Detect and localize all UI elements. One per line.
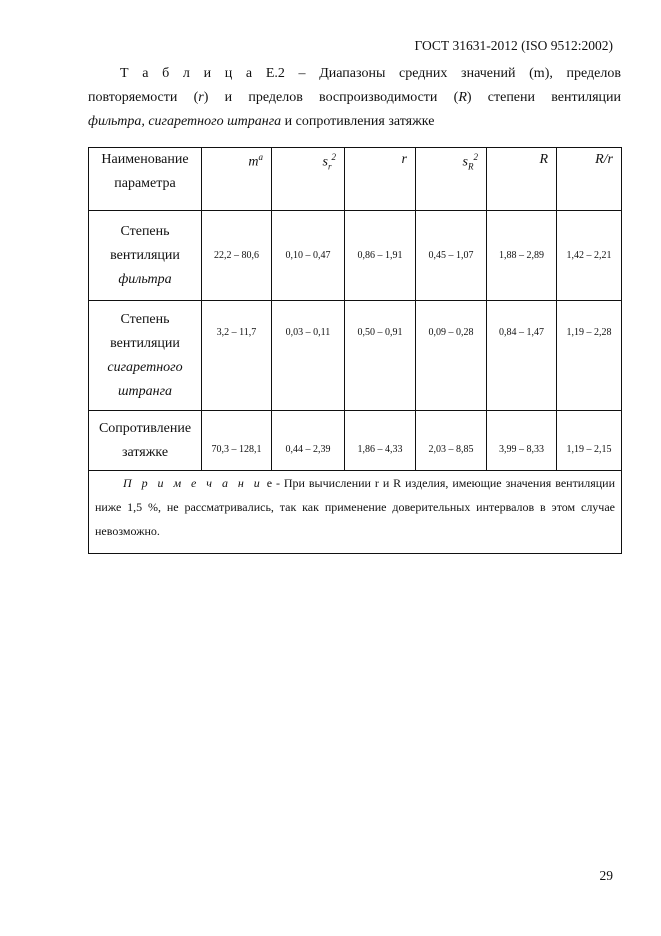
- page-number: 29: [599, 868, 613, 883]
- header-r: r: [345, 148, 416, 211]
- cell: 1,19 – 2,28: [557, 301, 622, 411]
- document-header: ГОСТ 31631-2012 (ISO 9512:2002): [414, 38, 613, 53]
- cell: 0,10 – 0,47: [272, 211, 345, 301]
- header-name: Наименование параметра: [89, 148, 202, 211]
- cell: 3,99 – 8,33: [487, 411, 557, 471]
- caption-line-1: Т а б л и ц а Е.2 – Диапазоны средних значений (m), пределов: [120, 66, 621, 81]
- header-sr2: $s_r^2$: [272, 148, 345, 211]
- cell: 0,45 – 1,07: [416, 211, 487, 301]
- header-R-over-r: R/r: [557, 148, 622, 211]
- cell: 0,03 – 0,11: [272, 301, 345, 411]
- table-note-row: [89, 471, 622, 554]
- row-name: Степень вентиляции фильтра: [89, 211, 202, 301]
- row-name: Степень вентиляции сигаретного штранга: [89, 301, 202, 411]
- cell: 1,86 – 4,33: [345, 411, 416, 471]
- data-table: [88, 147, 622, 554]
- caption-line-3: фильтра, сигаретного штранга и сопротивления затяжке: [88, 114, 435, 129]
- header-sR2: $s_R^2$: [416, 148, 487, 211]
- cell: 1,19 – 2,15: [557, 411, 622, 471]
- cell: 1,88 – 2,89: [487, 211, 557, 301]
- cell: 0,86 – 1,91: [345, 211, 416, 301]
- cell: 2,03 – 8,85: [416, 411, 487, 471]
- table-header-row: [89, 148, 622, 211]
- table-row: [89, 301, 622, 411]
- table-note: П р и м е ч а н и е - При вычислении r и R изделия, имеющие значения вентиляции ниже 1,5 %, не рассматривались, так как применение доверительных интервалов в этом случае невозможно.: [89, 471, 622, 554]
- table-row: [89, 211, 622, 301]
- cell: 70,3 – 128,1: [202, 411, 272, 471]
- cell: 0,09 – 0,28: [416, 301, 487, 411]
- row-name: Сопротивление затяжке: [89, 411, 202, 471]
- cell: 3,2 – 11,7: [202, 301, 272, 411]
- header-R: R: [487, 148, 557, 211]
- header-m: $m^a$: [202, 148, 272, 211]
- cell: 0,50 – 0,91: [345, 301, 416, 411]
- cell: 22,2 – 80,6: [202, 211, 272, 301]
- cell: 0,84 – 1,47: [487, 301, 557, 411]
- cell: 1,42 – 2,21: [557, 211, 622, 301]
- caption-line-2: повторяемости (r) и пределов воспроизводимости (R) степени вентиляции: [88, 90, 621, 105]
- table-row: [89, 411, 622, 471]
- table-caption: [88, 62, 621, 134]
- cell: 0,44 – 2,39: [272, 411, 345, 471]
